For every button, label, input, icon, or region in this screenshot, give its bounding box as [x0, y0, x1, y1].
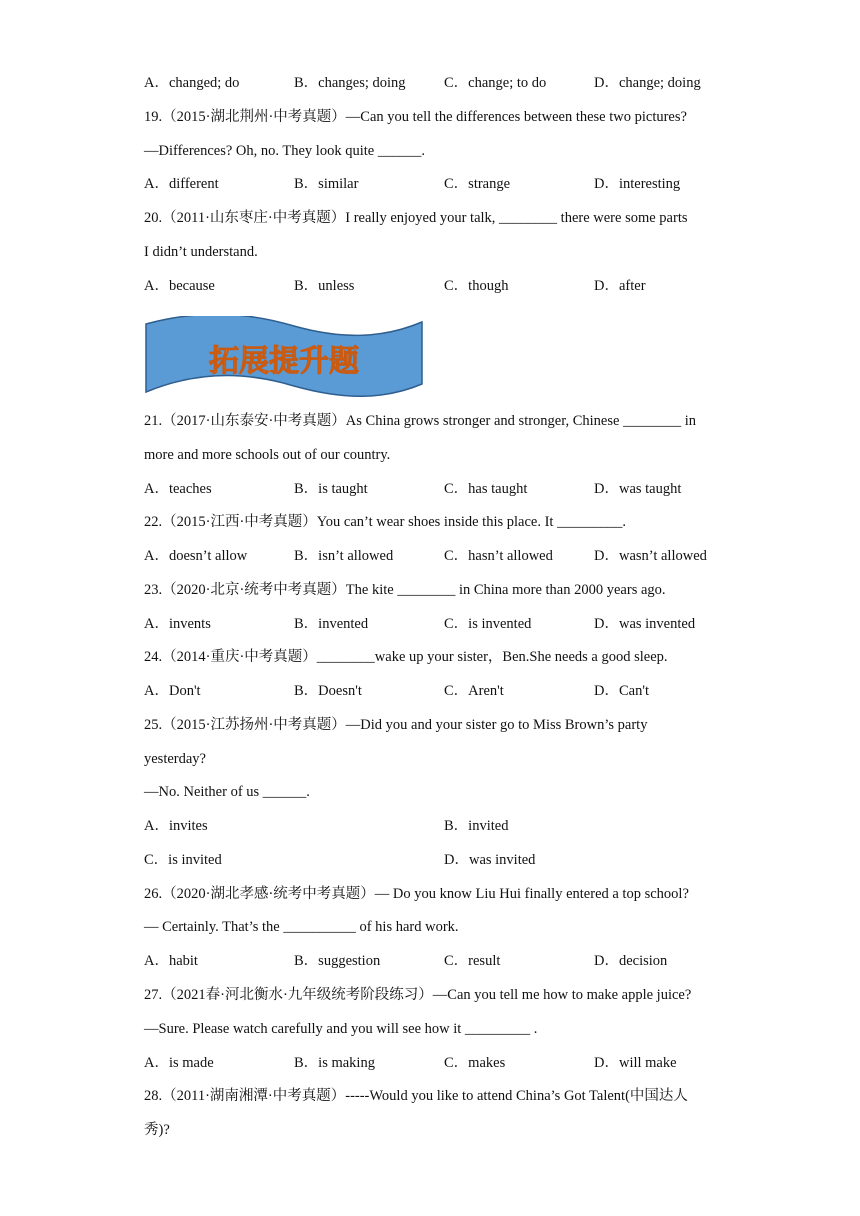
- q22-option-d: D．wasn’t allowed: [594, 548, 707, 564]
- q26-stem: 26.（2020·湖北孝感·统考中考真题）— Do you know Liu Hui finally entered a top school?: [144, 886, 689, 902]
- q28-stem-2: 秀)?: [144, 1122, 170, 1138]
- q22-option-c: C．hasn’t allowed: [444, 548, 553, 564]
- q20-option-d: D．after: [594, 278, 646, 294]
- q28-stem: 28.（2011·湖南湘潭·中考真题）-----Would you like to attend China’s Got Talent(中国达人: [144, 1088, 688, 1104]
- q25-option-b: B．invited: [444, 818, 509, 834]
- q27-stem: 27.（2021春·河北衡水·九年级统考阶段练习）—Can you tell me how to make apple juice?: [144, 987, 692, 1003]
- q26-option-c: C．result: [444, 953, 501, 969]
- q19-option-b: B．similar: [294, 176, 359, 192]
- q20-option-c: C．though: [444, 278, 509, 294]
- q19-stem: 19.（2015·湖北荆州·中考真题）—Can you tell the differences between these two pictures?: [144, 109, 687, 125]
- q18-option-c: C．change; to do: [444, 75, 547, 91]
- q22-option-b: B．isn’t allowed: [294, 548, 394, 564]
- q21-stem: 21.（2017·山东泰安·中考真题）As China grows stronger and stronger, Chinese ________ in: [144, 413, 696, 429]
- q21-option-a: A．teaches: [144, 481, 212, 497]
- q24-option-d: D．Can't: [594, 683, 649, 699]
- q27-stem-2: —Sure. Please watch carefully and you will see how it _________ .: [144, 1021, 538, 1037]
- q24-option-b: B．Doesn't: [294, 683, 362, 699]
- q20-option-b: B．unless: [294, 278, 355, 294]
- q27-option-b: B．is making: [294, 1055, 375, 1071]
- q19-stem-2: —Differences? Oh, no. They look quite ______.: [144, 143, 425, 159]
- q25-stem-2: yesterday?: [144, 751, 206, 767]
- q24-option-a: A．Don't: [144, 683, 201, 699]
- q25-option-a: A．invites: [144, 818, 208, 834]
- q23-stem: 23.（2020·北京·统考中考真题）The kite ________ in China more than 2000 years ago.: [144, 582, 666, 598]
- q23-option-a: A．invents: [144, 616, 211, 632]
- q23-option-c: C．is invented: [444, 616, 532, 632]
- q26-stem-2: — Certainly. That’s the __________ of his hard work.: [144, 919, 459, 935]
- banner-title-svg: [144, 316, 424, 398]
- q19-option-d: D．interesting: [594, 176, 681, 192]
- q26-option-b: B．suggestion: [294, 953, 381, 969]
- q18-option-d: D．change; doing: [594, 75, 701, 91]
- q19-option-a: A．different: [144, 176, 219, 192]
- q18-option-b: B．changes; doing: [294, 75, 406, 91]
- q25-option-d: D．was invited: [444, 852, 536, 868]
- q23-option-b: B．invented: [294, 616, 369, 632]
- q21-option-b: B．is taught: [294, 481, 368, 497]
- q20-option-a: A．because: [144, 278, 215, 294]
- q18-option-a: A．changed; do: [144, 75, 240, 91]
- q19-option-c: C．strange: [444, 176, 511, 192]
- banner-title: 拓展提升题: [209, 344, 359, 379]
- q27-option-a: A．is made: [144, 1055, 214, 1071]
- q21-option-d: D．was taught: [594, 481, 682, 497]
- q26-option-a: A．habit: [144, 953, 198, 969]
- q26-option-d: D．decision: [594, 953, 668, 969]
- section-banner: [144, 316, 424, 398]
- q24-stem: 24.（2014·重庆·中考真题）________wake up your sister，Ben.She needs a good sleep.: [144, 649, 668, 665]
- q22-stem: 22.（2015·江西·中考真题）You can’t wear shoes inside this place. It _________.: [144, 514, 626, 530]
- q20-stem-2: I didn’t understand.: [144, 244, 258, 260]
- q21-option-c: C．has taught: [444, 481, 528, 497]
- q23-option-d: D．was invented: [594, 616, 696, 632]
- q27-option-d: D．will make: [594, 1055, 677, 1071]
- q22-option-a: A．doesn’t allow: [144, 548, 248, 564]
- q25-stem-3: —No. Neither of us ______.: [144, 784, 310, 800]
- q27-option-c: C．makes: [444, 1055, 506, 1071]
- q25-option-c: C．is invited: [144, 852, 222, 868]
- q24-option-c: C．Aren't: [444, 683, 504, 699]
- q25-stem: 25.（2015·江苏扬州·中考真题）—Did you and your sister go to Miss Brown’s party: [144, 717, 648, 733]
- q20-stem: 20.（2011·山东枣庄·中考真题）I really enjoyed your talk, ________ there were some parts: [144, 210, 688, 226]
- q21-stem-2: more and more schools out of our country.: [144, 447, 391, 463]
